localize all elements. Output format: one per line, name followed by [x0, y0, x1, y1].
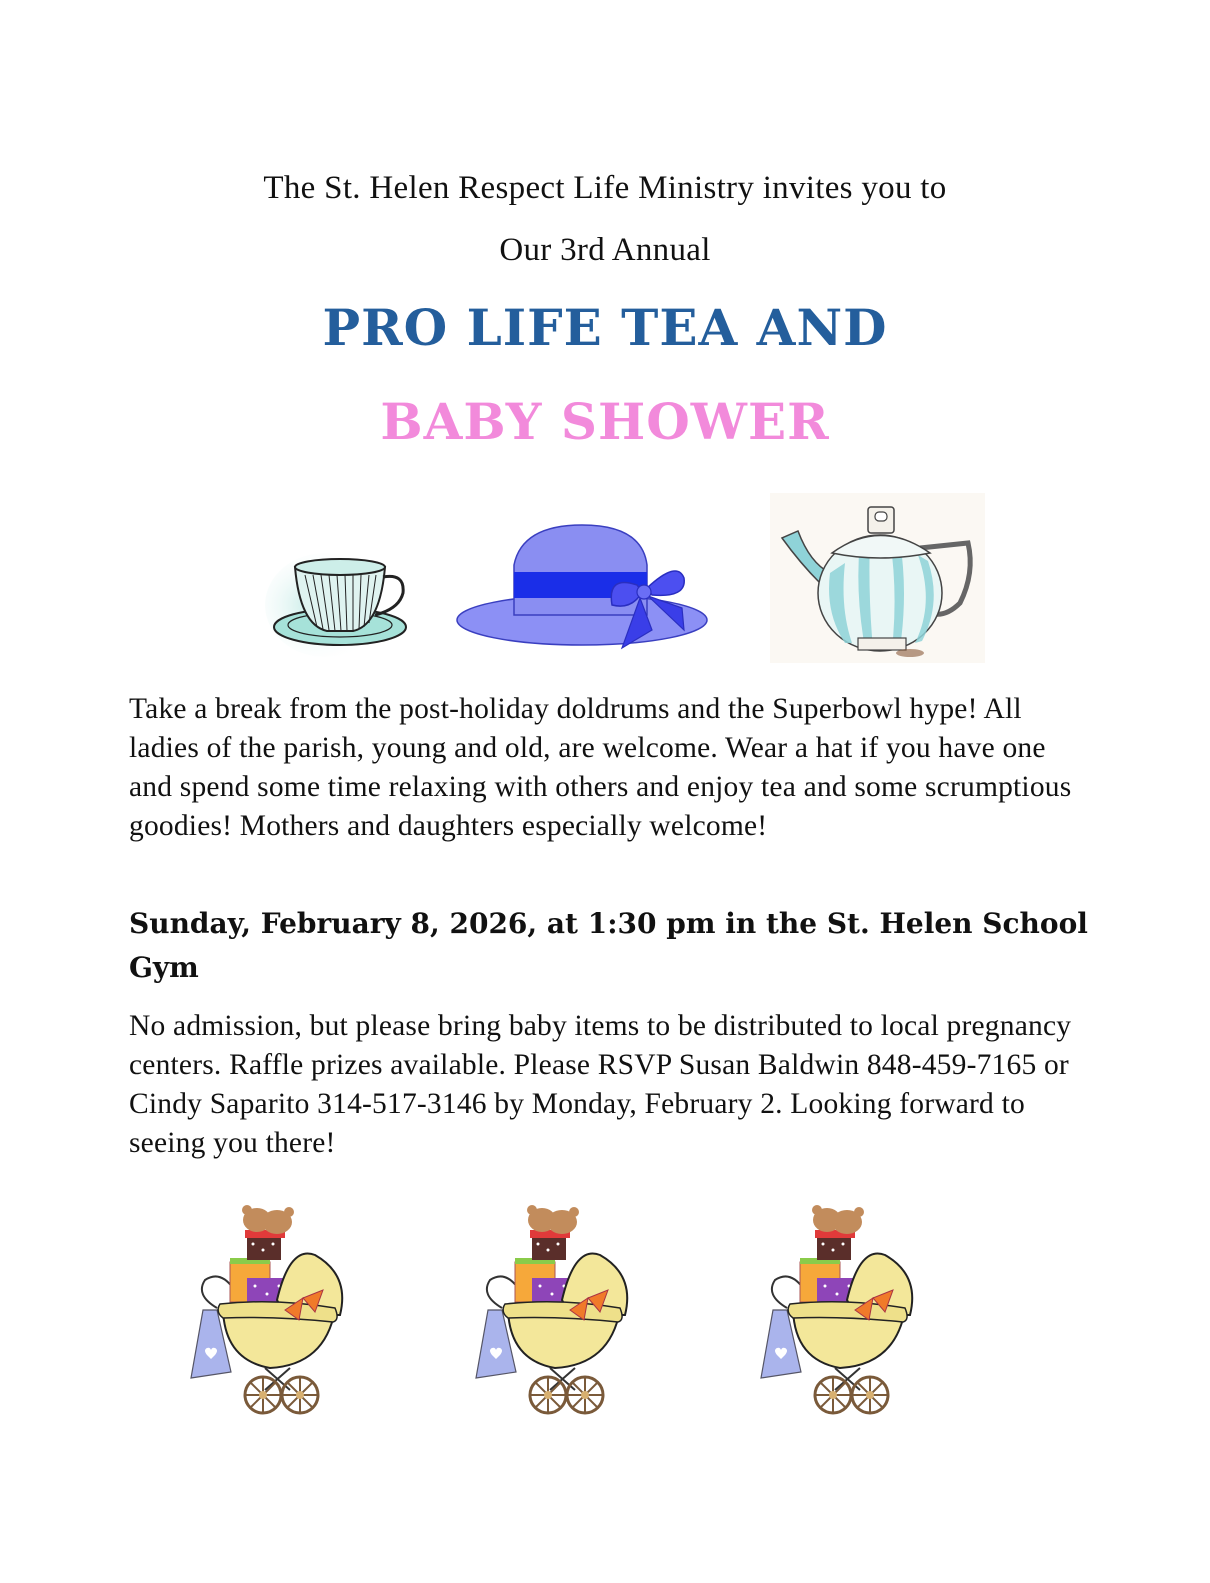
baby-carriage-icon	[755, 1200, 930, 1424]
hat-icon	[452, 520, 722, 660]
title-line-1: PRO LIFE TEA AND	[322, 298, 888, 357]
intro-subline: Our 3rd Annual	[499, 232, 711, 268]
rsvp-paragraph: No admission, but please bring baby items to be distributed to local pregnancy centers. Raffle prizes available. Please RSVP Susan Baldwin 848-459-7165 or Cindy Saparito 314-517-3146 by Monday, February 2. Looking forward to seeing you there!	[129, 1010, 1072, 1159]
event-date-location: Sunday, February 8, 2026, at 1:30 pm in the St. Helen School Gym	[129, 907, 1088, 984]
description-paragraph: Take a break from the post-holiday doldrums and the Superbowl hype! All ladies of the parish, young and old, are welcome. Wear a hat if you have one and spend some time relaxing with others and enjoy tea and some scrumptious goodies! Mothers and daughters especially welcome!	[129, 693, 1072, 842]
title-line-2: BABY SHOWER	[380, 392, 830, 451]
intro-line: The St. Helen Respect Life Ministry invites you to	[263, 170, 947, 206]
teapot-icon	[770, 493, 985, 663]
baby-carriage-icon	[185, 1200, 360, 1424]
teacup-icon	[265, 545, 415, 660]
baby-carriage-icon	[470, 1200, 645, 1424]
